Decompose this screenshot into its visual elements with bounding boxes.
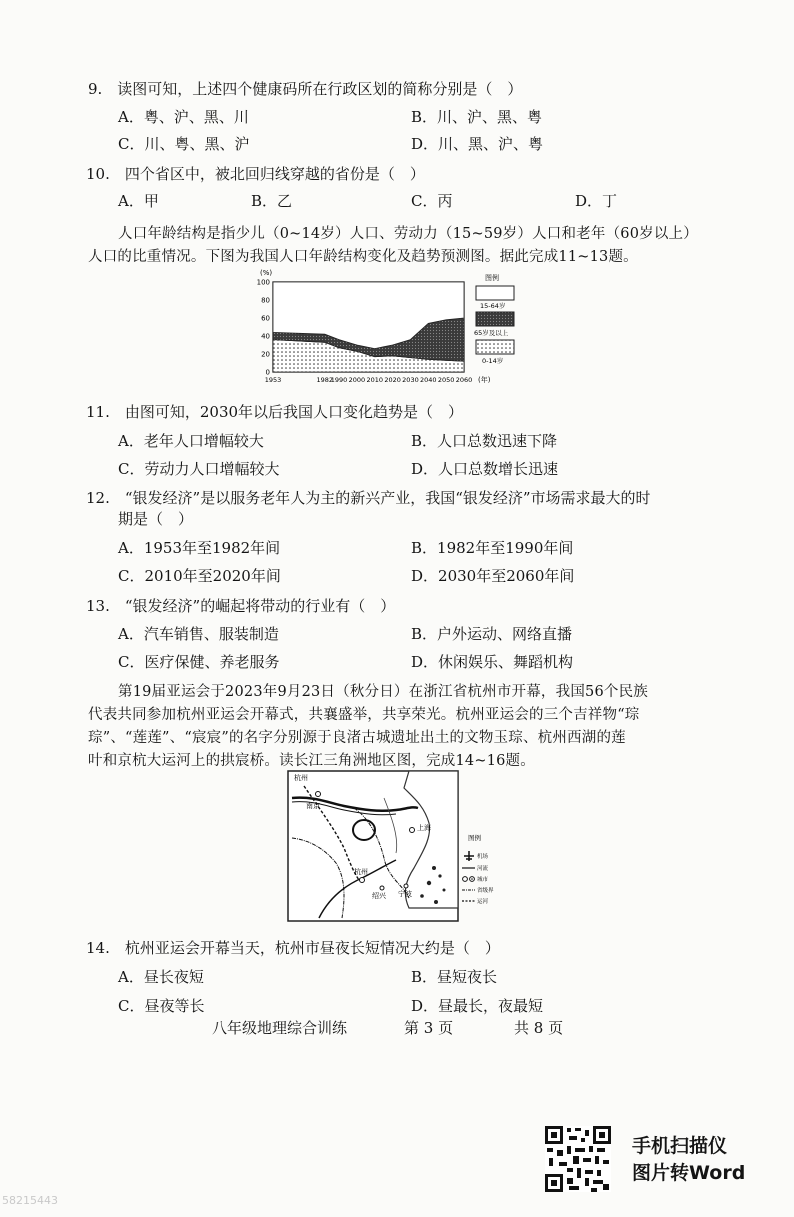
island bbox=[420, 894, 424, 898]
question-14-option-d: D．昼最长，夜最短 bbox=[411, 997, 544, 1015]
map-label: 上海 bbox=[417, 824, 431, 832]
question-11-stem: 11. 由图可知，2030年以后我国人口变化趋势是（ ） bbox=[86, 403, 464, 421]
map-label: 绍兴 bbox=[372, 892, 386, 900]
question-9-option-b: B．川、沪、黑、粤 bbox=[411, 108, 543, 126]
legend-label-15-64: 15-64岁 bbox=[480, 302, 506, 310]
footer-total: 共 8 页 bbox=[514, 1019, 564, 1037]
question-9-option-d: D．川、黑、沪、粤 bbox=[411, 135, 544, 153]
intro2-line2: 代表共同参加杭州亚运会开幕式，共襄盛举，共享荣光。杭州亚运会的三个吉祥物“琮 bbox=[88, 707, 640, 723]
intro2-line1: 第19届亚运会于2023年9月23日（秋分日）在浙江省杭州市开幕，我国56个民族 bbox=[118, 684, 648, 700]
city-marker bbox=[360, 878, 365, 883]
footer-page: 第 3 页 bbox=[404, 1019, 454, 1037]
chart-x-tick-label: 2040 bbox=[420, 376, 437, 384]
chart-x-tick-label: 1953 bbox=[264, 376, 282, 384]
question-9-option-c: C．川、粤、黑、沪 bbox=[118, 135, 250, 153]
chart-x-tick-label: 2030 bbox=[402, 376, 419, 384]
city-icon bbox=[463, 877, 475, 882]
island bbox=[434, 900, 438, 904]
chart-x-tick-label: 2000 bbox=[348, 376, 366, 384]
island bbox=[443, 889, 446, 892]
chart-x-tick-label: 1990 bbox=[330, 376, 348, 384]
question-10-option-b: B．乙 bbox=[251, 192, 293, 210]
chart-x-tick-label: 2020 bbox=[384, 376, 401, 384]
question-11-option-c: C．劳动力人口增幅较大 bbox=[118, 460, 280, 478]
legend-label-0-14: 0-14岁 bbox=[482, 357, 504, 365]
question-14-option-c: C．昼夜等长 bbox=[118, 997, 205, 1015]
question-14-option-a: A．昼长夜短 bbox=[118, 968, 204, 986]
question-13-stem: 13. “银发经济”的崛起将带动的行业有（ ） bbox=[86, 597, 396, 615]
question-10-option-a: A．甲 bbox=[118, 192, 159, 210]
city-marker bbox=[380, 886, 384, 890]
brand-line1: 手机扫描仪 bbox=[632, 1135, 728, 1157]
question-13-option-b: B．户外运动、网络直播 bbox=[411, 625, 573, 643]
chart-y-tick-label: 0 bbox=[265, 368, 270, 377]
legend-label-canal: 运河 bbox=[477, 899, 489, 905]
chart-y-tick-label: 80 bbox=[261, 296, 270, 305]
intro1-line1: 人口年龄结构是指少儿（0~14岁）人口、劳动力（15~59岁）人口和老年（60岁以上） bbox=[118, 226, 698, 242]
legend-swatch-65-plus bbox=[476, 312, 514, 326]
island bbox=[438, 874, 441, 877]
chart-y-tick-label: 20 bbox=[261, 350, 270, 359]
question-11-option-b: B．人口总数迅速下降 bbox=[411, 432, 558, 450]
legend-label-boundary: 省级界 bbox=[477, 888, 494, 894]
question-11-option-a: A．老年人口增幅较大 bbox=[118, 432, 264, 450]
qr-code-icon bbox=[545, 1126, 611, 1192]
chart-y-unit: (%) bbox=[260, 269, 273, 277]
chart-x-tick-label: 1982 bbox=[316, 376, 334, 384]
intro2-line3: 琮”、“莲莲”、“宸宸”的名字分别源于良渚古城遗址出土的文物玉琮、杭州西湖的莲 bbox=[88, 730, 626, 746]
airport-icon bbox=[464, 851, 474, 861]
chart-y-tick-label: 40 bbox=[261, 332, 270, 341]
question-10-stem: 10. 四个省区中，被北回归线穿越的省份是（ ） bbox=[86, 165, 425, 183]
legend-label-65-plus: 65岁及以上 bbox=[474, 329, 509, 337]
taihu-lake bbox=[353, 820, 375, 840]
question-13-option-c: C．医疗保健、养老服务 bbox=[118, 653, 280, 671]
chart-x-tick-label: 2010 bbox=[366, 376, 384, 384]
question-9-stem: 9. 读图可知，上述四个健康码所在行政区划的简称分别是（ ） bbox=[88, 80, 523, 98]
question-12-option-a: A．1953年至1982年间 bbox=[118, 539, 281, 557]
city-marker bbox=[410, 828, 415, 833]
chart-y-ticks bbox=[257, 279, 270, 377]
question-12-option-b: B．1982年至1990年间 bbox=[411, 539, 574, 557]
chart-y-tick-label: 100 bbox=[256, 278, 270, 287]
chart-x-unit: (年) bbox=[478, 376, 491, 384]
city-marker bbox=[316, 792, 321, 797]
chart-x-ticks bbox=[265, 376, 473, 384]
legend-swatch-15-64 bbox=[476, 286, 514, 300]
map-label: 南京 bbox=[306, 802, 320, 810]
chart-legend-title: 图例 bbox=[485, 274, 499, 282]
chart-x-tick-label: 2060 bbox=[455, 376, 473, 384]
chart-areas bbox=[273, 282, 464, 372]
map-label: 杭州 bbox=[354, 868, 368, 876]
question-12-option-d: D．2030年至2060年间 bbox=[411, 567, 575, 585]
legend-label-river: 河流 bbox=[477, 866, 489, 872]
footer-title: 八年级地理综合训练 bbox=[212, 1019, 348, 1037]
intro2-line4: 叶和京杭大运河上的拱宸桥。读长江三角洲地区图，完成14~16题。 bbox=[88, 753, 535, 769]
chart-y-tick-label: 60 bbox=[261, 314, 270, 323]
question-12-stem-line2: 期是（ ） bbox=[118, 510, 194, 528]
island bbox=[432, 866, 436, 870]
question-10-option-d: D．丁 bbox=[575, 192, 618, 210]
question-14-stem: 14. 杭州亚运会开幕当天，杭州市昼夜长短情况大约是（ ） bbox=[86, 939, 500, 957]
map-label: 宁波 bbox=[398, 890, 412, 898]
population-age-chart bbox=[252, 266, 522, 390]
question-13-option-a: A．汽车销售、服装制造 bbox=[118, 625, 279, 643]
city-marker bbox=[404, 884, 408, 888]
question-12-stem-line1: 12. “银发经济”是以服务老年人为主的新兴产业，我国“银发经济”市场需求最大的时 bbox=[86, 489, 651, 507]
legend-label-airport: 机场 bbox=[477, 854, 489, 860]
question-11-option-d: D．人口总数增长迅速 bbox=[411, 460, 559, 478]
question-13-option-d: D．休闲娱乐、舞蹈机构 bbox=[411, 653, 574, 671]
legend-swatch-0-14 bbox=[476, 340, 514, 354]
legend-label-city: 城市 bbox=[477, 877, 489, 883]
map-legend-title: 图例 bbox=[468, 834, 481, 842]
chart-x-tick-label: 2050 bbox=[437, 376, 455, 384]
question-12-option-c: C．2010年至2020年间 bbox=[118, 567, 281, 585]
question-9-option-a: A．粤、沪、黑、川 bbox=[118, 108, 249, 126]
yangtze-delta-map bbox=[284, 768, 506, 924]
question-10-option-c: C．丙 bbox=[411, 192, 453, 210]
question-14-option-b: B．昼短夜长 bbox=[411, 968, 498, 986]
island bbox=[427, 881, 431, 885]
intro1-line2: 人口的比重情况。下图为我国人口年龄结构变化及趋势预测图。据此完成11~13题。 bbox=[88, 249, 638, 265]
map-label: 杭州 bbox=[294, 774, 308, 782]
side-code: 58215443 bbox=[2, 1194, 58, 1207]
brand-line2: 图片转Word bbox=[632, 1162, 746, 1184]
